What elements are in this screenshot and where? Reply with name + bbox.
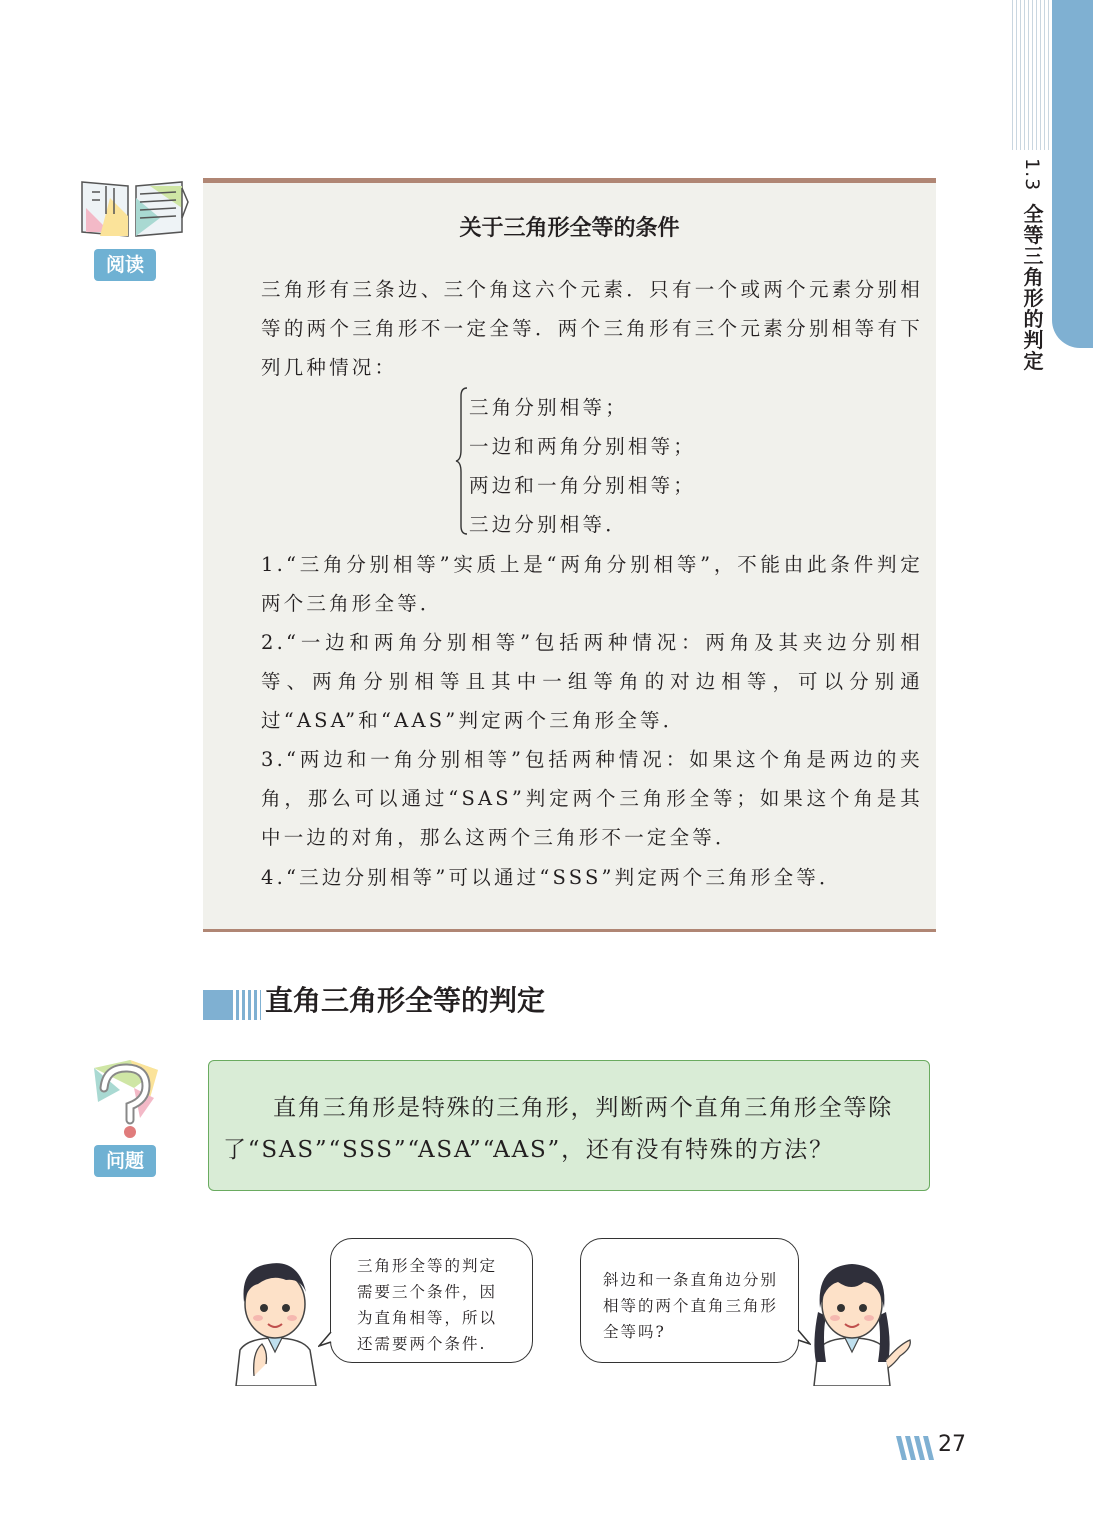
case-item: 一边和两角分别相等； — [469, 435, 697, 458]
girl-avatar — [800, 1252, 915, 1386]
section-number: 1.3 — [1021, 158, 1043, 192]
heading-bars-icon — [236, 990, 261, 1020]
section-name: 全等三角形的判定 — [1020, 203, 1044, 372]
heading-block-icon — [203, 990, 233, 1020]
case-item: 三角分别相等； — [469, 396, 628, 419]
section-title: 直角三角形全等的判定 — [265, 984, 546, 1017]
bubble-tail-icon — [318, 1330, 334, 1352]
open-book-icon — [80, 178, 190, 238]
reading-panel — [203, 178, 936, 932]
reading-intro: 三角形有三条边、三个角这六个元素．只有一个或两个元素分别相等的两个三角形不一定全等．两个三角形有三个元素分别相等有下列几种情况： — [261, 278, 923, 379]
side-decoration-lines — [1012, 0, 1050, 150]
reading-title: 关于三角形全等的条件 — [459, 216, 680, 241]
reading-point-1: 1.“三角分别相等”实质上是“两角分别相等”，不能由此条件判定两个三角形全等． — [261, 553, 923, 615]
boy-avatar — [228, 1252, 322, 1386]
girl-speech-text: 斜边和一条直角边分别相等的两个直角三角形全等吗? — [603, 1271, 779, 1341]
boy-speech-bubble — [330, 1238, 533, 1363]
reading-point-4: 4.“三边分别相等”可以通过“SSS”判定两个三角形全等． — [261, 866, 842, 889]
chapter-side-tab — [1052, 0, 1093, 348]
question-badge: 问题 — [94, 1145, 156, 1177]
case-item: 三边分别相等． — [469, 513, 628, 536]
boy-speech-text: 三角形全等的判定需要三个条件，因为直角相等，所以还需要两个条件. — [357, 1257, 498, 1353]
page-number: 27 — [938, 1432, 966, 1457]
cases-list — [455, 386, 715, 536]
reading-point-3: 3.“两边和一角分别相等”包括两种情况：如果这个角是两边的夹角，那么可以通过“SAS”判定两个三角形全等；如果这个角是其中一边的对角，那么这两个三角形不一定全等． — [261, 748, 923, 849]
question-mark-icon — [90, 1058, 162, 1142]
left-brace-icon — [455, 386, 469, 536]
page-stripes-icon — [896, 1436, 936, 1460]
question-text: 直角三角形是特殊的三角形，判断两个直角三角形全等除了“SAS”“SSS”“ASA”“AAS”，还有没有特殊的方法？ — [223, 1095, 893, 1163]
girl-speech-bubble — [580, 1238, 799, 1363]
reading-point-2: 2.“一边和两角分别相等”包括两种情况：两角及其夹边分别相等、两角分别相等且其中一组等角的对边相等，可以分别通过“ASA”和“AAS”判定两个三角形全等． — [261, 631, 923, 732]
case-item: 两边和一角分别相等； — [469, 474, 697, 497]
reading-badge: 阅读 — [94, 249, 156, 281]
question-panel — [208, 1060, 930, 1191]
chapter-side-title — [1018, 158, 1046, 371]
